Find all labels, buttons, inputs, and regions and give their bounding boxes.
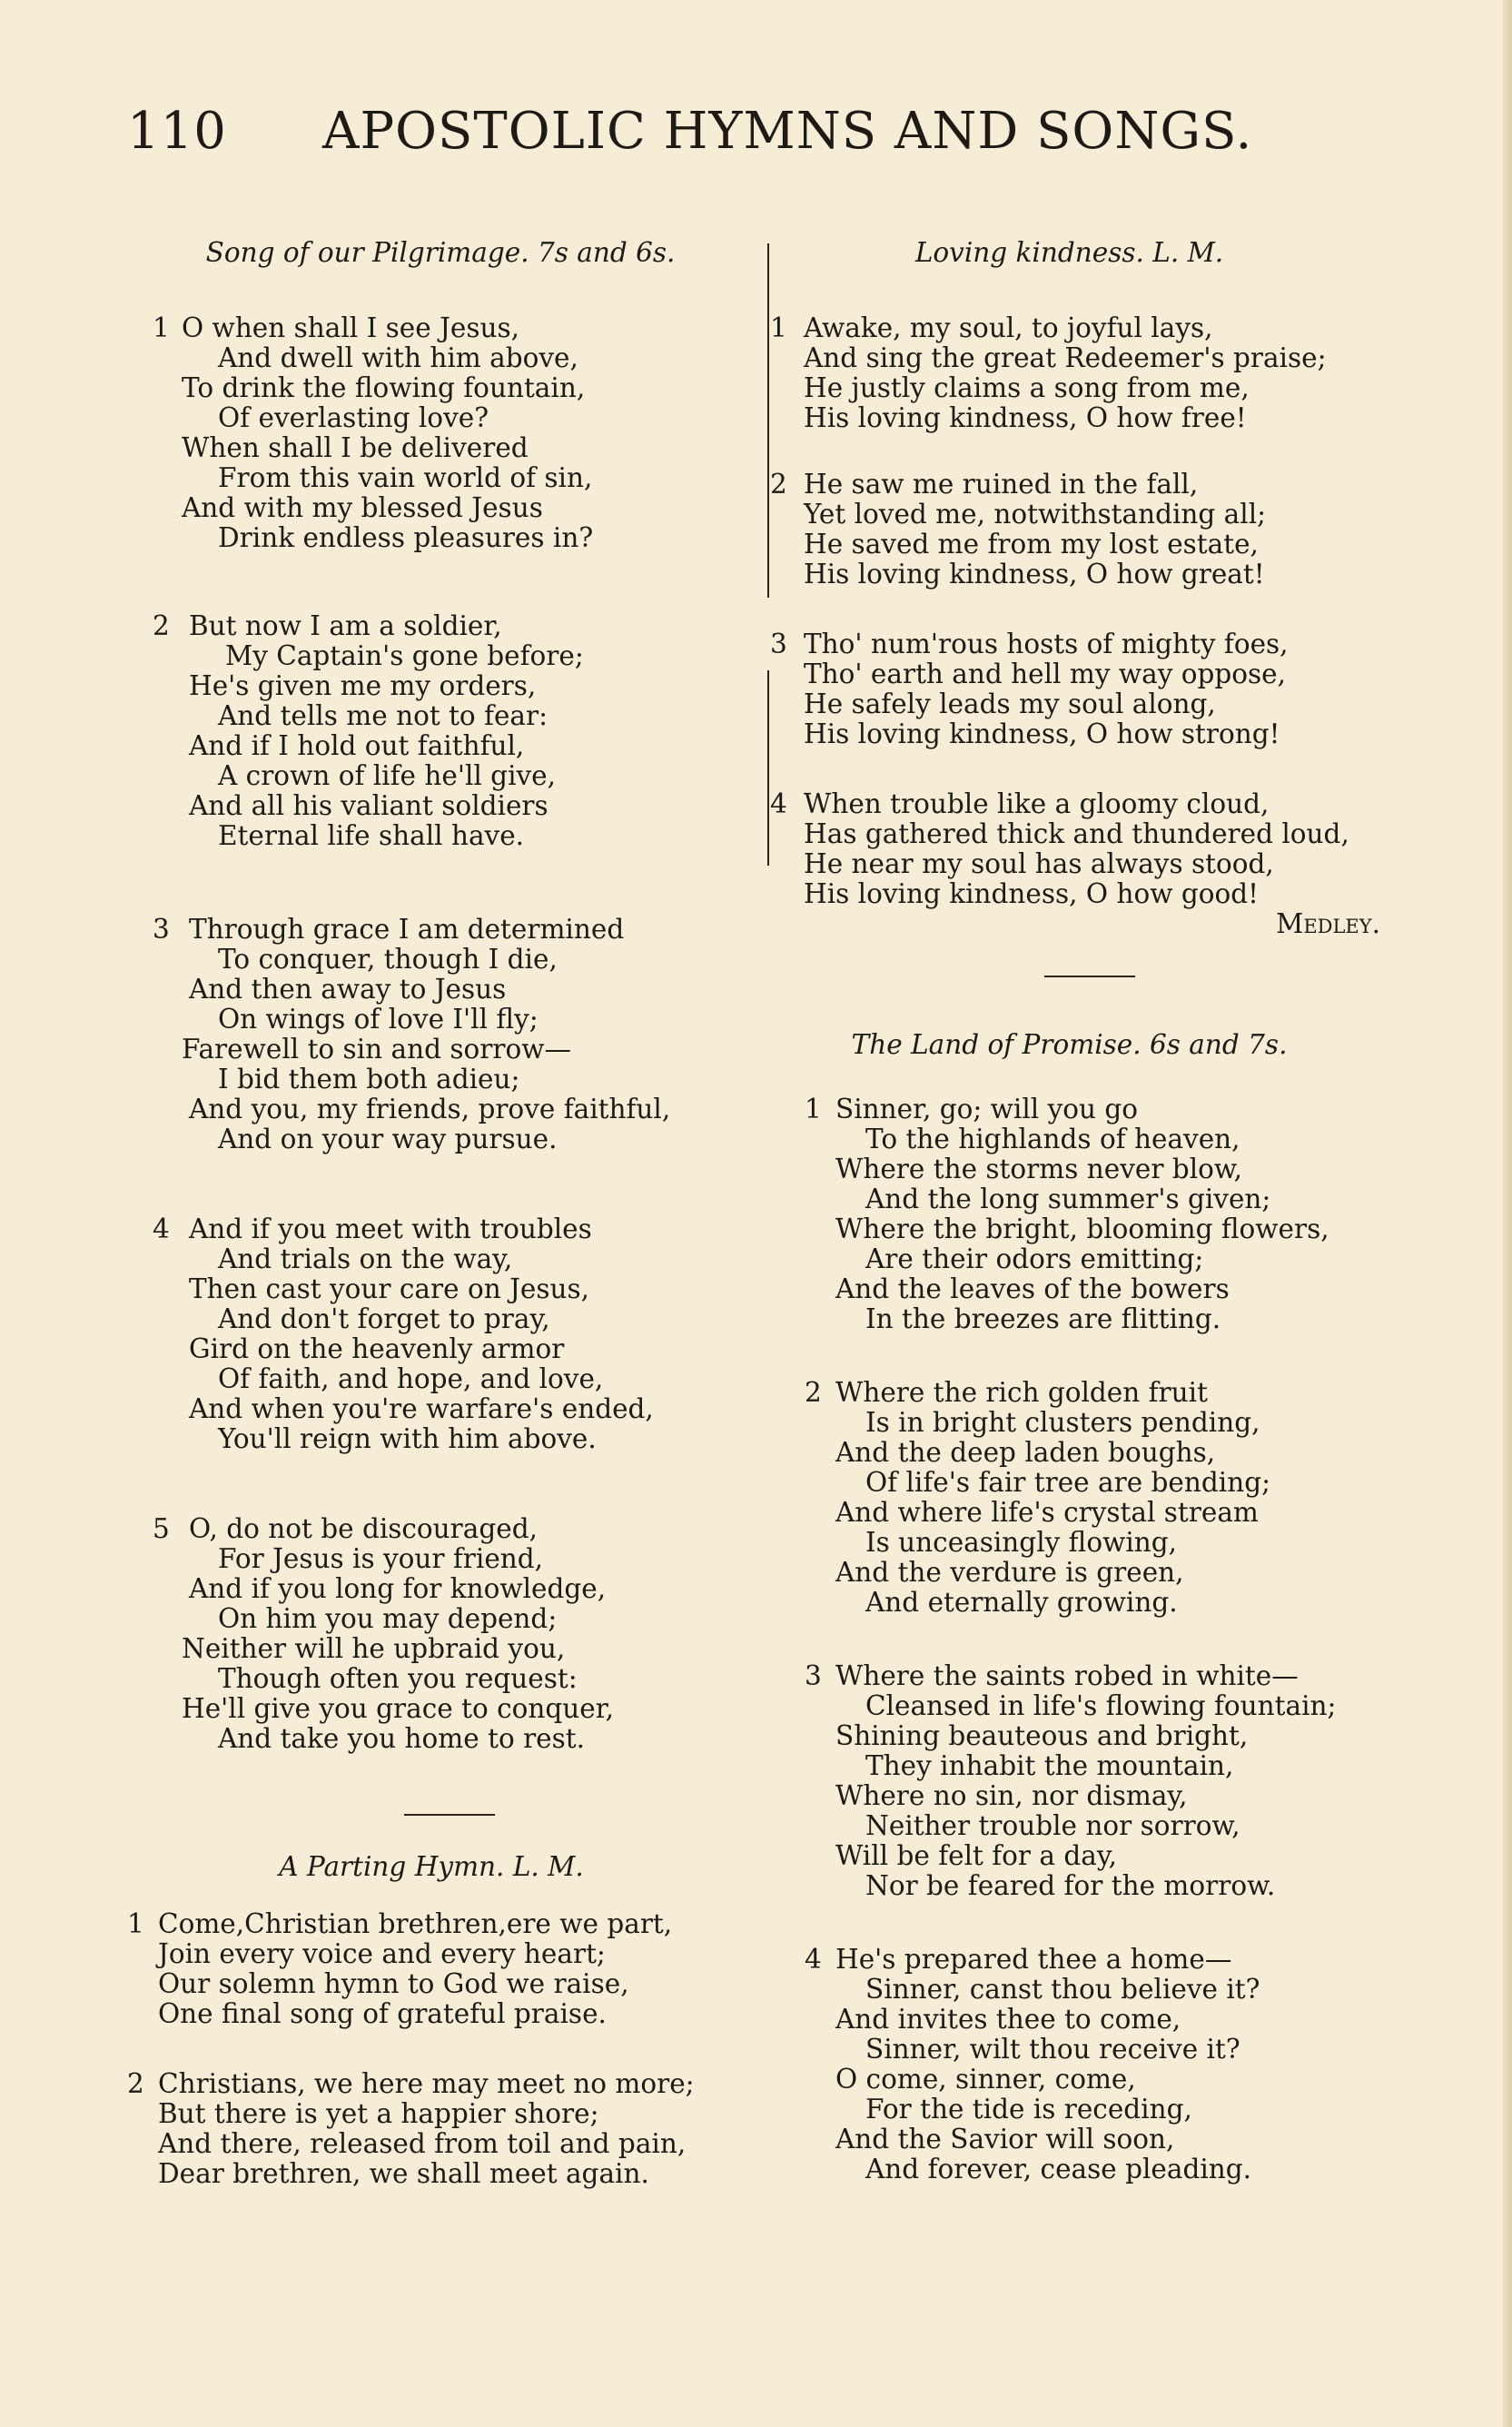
verse-line: Neither will he upbraid you, — [182, 1633, 566, 1664]
verse-line: And trials on the way, — [218, 1243, 513, 1274]
verse-line: In the breezes are flitting. — [865, 1303, 1221, 1334]
verse-line: To drink the flowing fountain, — [182, 372, 586, 403]
verse-line: Awake, my soul, to joyful lays, — [804, 312, 1213, 343]
verse-line: One final song of grateful praise. — [158, 1998, 607, 2029]
stanza — [806, 1661, 1421, 1901]
verse-line: Where the bright, blooming flowers, — [835, 1214, 1329, 1244]
stanza-number: 4 — [770, 788, 787, 819]
verse-line: And when you're warfare's ended, — [189, 1393, 654, 1424]
verse-line: For the tide is receding, — [865, 2094, 1192, 2125]
verse-line: Neither trouble nor sorrow, — [865, 1810, 1240, 1841]
verse-line: Farewell to sin and sorrow— — [182, 1034, 571, 1065]
stanza-number: 1 — [127, 1908, 144, 1939]
verse-line: And tells me not to fear: — [218, 700, 548, 731]
verse-line: And the verdure is green, — [835, 1557, 1184, 1588]
stanza-number: 1 — [153, 312, 170, 343]
verse-line: And if you meet with troubles — [189, 1214, 592, 1244]
verse-line: His loving kindness, O how great! — [804, 559, 1265, 589]
verse-line: He justly claims a song from me, — [804, 372, 1250, 403]
stanza-number: 3 — [770, 629, 787, 659]
verse-line: O come, sinner, come, — [835, 2064, 1136, 2095]
verse-line: Of faith, and hope, and love, — [218, 1363, 604, 1394]
verse-line: He safely leads my soul along, — [804, 688, 1216, 719]
section-rule — [404, 1814, 495, 1816]
stanza-number: 2 — [127, 2068, 144, 2099]
stanza — [806, 1095, 1421, 1334]
verse-line: Shining beauteous and bright, — [835, 1720, 1249, 1751]
verse-line: They inhabit the mountain, — [865, 1750, 1234, 1781]
stanza — [154, 1514, 772, 1754]
verse-line: Where the saints robed in white— — [835, 1660, 1299, 1691]
verse-line: Tho' num'rous hosts of mighty foes, — [804, 629, 1289, 659]
verse-line: Sinner, canst thou believe it? — [865, 1974, 1260, 2005]
verse-line: He saved me from my lost estate, — [804, 529, 1259, 560]
verse-line: And dwell with him above, — [218, 342, 578, 373]
verse-line: And with my blessed Jesus — [182, 492, 543, 523]
page-edge — [1503, 0, 1512, 2427]
hymn-title: The Land of Promise. 6s and 7s. — [851, 1029, 1288, 1060]
verse-line: His loving kindness, O how good! — [804, 878, 1260, 909]
verse-line: Has gathered thick and thundered loud, — [804, 818, 1349, 849]
verse-line: And if I hold out faithful, — [189, 730, 525, 761]
verse-line: My Captain's gone before; — [225, 640, 584, 671]
verse-line: A crown of life he'll give, — [218, 760, 557, 791]
hymn-title: Song of our Pilgrimage. 7s and 6s. — [205, 237, 676, 268]
verse-line: He saw me ruined in the fall, — [804, 469, 1199, 500]
hymn-author: Medley. — [1276, 908, 1380, 939]
stanza-number: 2 — [770, 469, 787, 500]
verse-line: And the deep laden boughs, — [835, 1437, 1216, 1468]
verse-line: Is unceasingly flowing, — [865, 1527, 1178, 1558]
stanza — [154, 611, 772, 851]
stanza-number: 1 — [805, 1094, 822, 1124]
verse-line: Sinner, go; will you go — [835, 1094, 1139, 1124]
verse-line: You'll reign with him above. — [218, 1423, 597, 1454]
stanza — [772, 313, 1421, 433]
verse-line: For Jesus is your friend, — [218, 1543, 544, 1574]
verse-line: And invites thee to come, — [835, 2004, 1181, 2035]
stanza-number: 1 — [770, 312, 787, 343]
verse-line: He's prepared thee a home— — [835, 1944, 1232, 1975]
stanza — [806, 1378, 1421, 1618]
verse-line: Drink endless pleasures in? — [218, 522, 594, 553]
page-header — [127, 102, 1253, 161]
verse-line: And eternally growing. — [865, 1587, 1178, 1618]
stanza — [772, 470, 1421, 589]
verse-line: Gird on the heavenly armor — [189, 1333, 565, 1364]
verse-line: But now I am a soldier, — [189, 610, 502, 641]
verse-line: Sinner, wilt thou receive it? — [865, 2034, 1240, 2065]
verse-line: Yet loved me, notwithstanding all; — [804, 499, 1267, 530]
verse-line: He'll give you grace to conquer, — [182, 1693, 614, 1724]
verse-line: When shall I be delivered — [182, 432, 529, 463]
stanza — [154, 313, 772, 553]
stanza — [772, 629, 1421, 749]
verse-line: But there is yet a happier shore; — [158, 2098, 599, 2129]
verse-line: And take you home to rest. — [218, 1723, 586, 1754]
verse-line: And the leaves of the bowers — [835, 1273, 1230, 1304]
verse-line: From this vain world of sin, — [218, 462, 593, 493]
verse-line: And where life's crystal stream — [835, 1497, 1259, 1528]
stanza-number: 3 — [805, 1660, 822, 1691]
stanza — [806, 1945, 1421, 2184]
stanza — [129, 1909, 772, 2029]
stanza — [772, 789, 1421, 939]
section-rule — [1044, 976, 1135, 977]
stanza-number: 2 — [153, 610, 170, 641]
stanza — [154, 915, 772, 1154]
verse-line: Where no sin, nor dismay, — [835, 1780, 1188, 1811]
verse-line: And then away to Jesus — [189, 974, 507, 1005]
stanza-number: 2 — [805, 1377, 822, 1408]
verse-line: Join every voice and every heart; — [158, 1938, 606, 1969]
verse-line: Where the storms never blow, — [835, 1154, 1243, 1184]
verse-line: To the highlands of heaven, — [865, 1124, 1240, 1154]
verse-line: He near my soul has always stood, — [804, 848, 1274, 879]
verse-line: Of life's fair tree are bending; — [865, 1467, 1271, 1498]
right-column — [772, 238, 1421, 2184]
verse-line: I bid them both adieu; — [218, 1064, 520, 1095]
verse-line: O, do not be discouraged, — [189, 1513, 538, 1544]
stanza-number: 4 — [153, 1214, 170, 1244]
verse-line: Are their odors emitting; — [865, 1243, 1204, 1274]
verse-line: Come,Christian brethren,ere we part, — [158, 1908, 673, 1939]
verse-line: And the Savior will soon, — [835, 2124, 1175, 2155]
verse-line: And there, released from toil and pain, — [158, 2128, 687, 2159]
verse-line: On him you may depend; — [218, 1603, 558, 1634]
verse-line: Of everlasting love? — [218, 402, 489, 433]
verse-line: To conquer, though I die, — [218, 944, 558, 975]
page-number: 110 — [127, 102, 227, 161]
verse-line: And forever, cease pleading. — [865, 2154, 1252, 2184]
verse-line: Tho' earth and hell my way oppose, — [804, 659, 1287, 689]
verse-line: Dear brethren, we shall meet again. — [158, 2158, 649, 2189]
verse-line: His loving kindness, O how strong! — [804, 718, 1280, 749]
verse-line: On wings of love I'll fly; — [218, 1004, 539, 1035]
verse-line: Eternal life shall have. — [218, 820, 525, 851]
stanza — [154, 1214, 772, 1454]
stanza — [129, 2069, 772, 2189]
verse-line: Will be felt for a day, — [835, 1840, 1117, 1871]
verse-line: Nor be feared for the morrow. — [865, 1870, 1276, 1901]
verse-line: And the long summer's given; — [865, 1184, 1271, 1214]
verse-line: And don't forget to pray, — [218, 1303, 550, 1334]
verse-line: Cleansed in life's flowing fountain; — [865, 1690, 1337, 1721]
verse-line: Then cast your care on Jesus, — [189, 1273, 590, 1304]
stanza-number: 5 — [153, 1513, 170, 1544]
stanza-number: 4 — [805, 1944, 822, 1975]
verse-line: Christians, we here may meet no more; — [158, 2068, 695, 2099]
book-title: APOSTOLIC HYMNS AND SONGS. — [322, 102, 1253, 161]
verse-line: And if you long for knowledge, — [189, 1573, 607, 1604]
verse-line: When trouble like a gloomy cloud, — [804, 788, 1270, 819]
verse-line: Our solemn hymn to God we raise, — [158, 1968, 629, 1999]
verse-line: Though often you request: — [218, 1663, 578, 1694]
stanza-number: 3 — [153, 914, 170, 945]
verse-line: And sing the great Redeemer's praise; — [804, 342, 1327, 373]
verse-line: Through grace I am determined — [189, 914, 625, 945]
hymn-title: Loving kindness. L. M. — [914, 237, 1224, 268]
verse-line: Where the rich golden fruit — [835, 1377, 1208, 1408]
verse-line: And on your way pursue. — [218, 1124, 558, 1154]
verse-line: O when shall I see Jesus, — [182, 312, 520, 343]
verse-line: Is in bright clusters pending, — [865, 1407, 1260, 1438]
left-column — [127, 237, 772, 2189]
verse-line: And all his valiant soldiers — [189, 790, 548, 821]
verse-line: And you, my friends, prove faithful, — [189, 1094, 671, 1124]
verse-line: His loving kindness, O how free! — [804, 402, 1247, 433]
hymn-title: A Parting Hymn. L. M. — [279, 1851, 584, 1882]
verse-line: He's given me my orders, — [189, 670, 537, 701]
